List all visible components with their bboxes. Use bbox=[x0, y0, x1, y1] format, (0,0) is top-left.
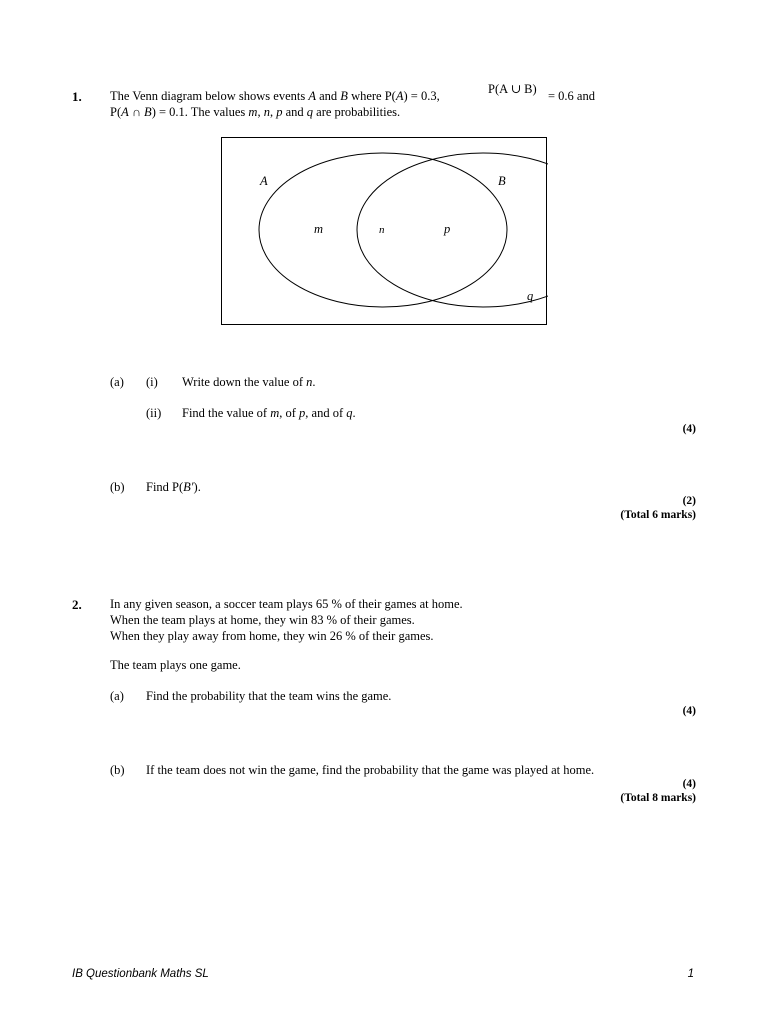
q1-part-a-i-label: (i) bbox=[146, 375, 158, 389]
union-expression: P(A ∪ B) bbox=[488, 82, 537, 96]
q1-part-a-ii-text: Find the value of m, of p, and of q. bbox=[182, 406, 356, 420]
venn-region-p: p bbox=[444, 222, 451, 236]
q1-part-a-marks: (4) bbox=[682, 423, 696, 435]
q2-part-a-text: Find the probability that the team wins the game. bbox=[146, 689, 392, 703]
question-2-line-4: The team plays one game. bbox=[110, 658, 241, 672]
q1-part-b-marks: (2) bbox=[682, 495, 696, 507]
q1-part-b-text: Find P(B′). bbox=[146, 480, 201, 494]
q2-part-b-marks: (4) bbox=[682, 778, 696, 790]
question-2-line-3: When they play away from home, they win 26 % of their games. bbox=[110, 629, 434, 643]
venn-label-b: B bbox=[498, 174, 506, 188]
q2-total-marks: (Total 8 marks) bbox=[620, 792, 696, 804]
q1-total-marks: (Total 6 marks) bbox=[620, 509, 696, 521]
q1-part-b-label: (b) bbox=[110, 480, 125, 494]
q2-part-a-marks: (4) bbox=[682, 705, 696, 717]
q1-part-a-i-text: Write down the value of n. bbox=[182, 375, 316, 389]
question-1-line-1-end: = 0.6 and bbox=[548, 89, 595, 103]
question-1-line-1: The Venn diagram below shows events A and B where P(A) = 0.3, bbox=[110, 89, 440, 103]
question-1-line-2: P(A ∩ B) = 0.1. The values m, n, p and q are probabilities. bbox=[110, 105, 401, 119]
venn-region-m: m bbox=[314, 222, 324, 236]
venn-region-q: q bbox=[527, 289, 534, 303]
question-2-line-2: When the team plays at home, they win 83 % of their games. bbox=[110, 613, 415, 627]
venn-circle-b bbox=[357, 153, 548, 307]
q2-part-a-label: (a) bbox=[110, 689, 124, 703]
question-2-line-1: In any given season, a soccer team plays 65 % of their games at home. bbox=[110, 597, 463, 611]
q2-part-b-label: (b) bbox=[110, 763, 125, 777]
footer-source: IB Questionbank Maths SL bbox=[72, 968, 209, 980]
q1-part-a-label: (a) bbox=[110, 375, 124, 389]
q1-part-a-ii-label: (ii) bbox=[146, 406, 162, 420]
venn-label-a: A bbox=[260, 174, 268, 188]
question-1-number: 1. bbox=[72, 89, 82, 104]
footer-page-number: 1 bbox=[687, 968, 694, 980]
venn-region-n: n bbox=[379, 224, 385, 236]
q2-part-b-text: If the team does not win the game, find the probability that the game was played at home. bbox=[146, 763, 595, 777]
venn-diagram bbox=[221, 137, 548, 326]
question-2-number: 2. bbox=[72, 597, 82, 612]
